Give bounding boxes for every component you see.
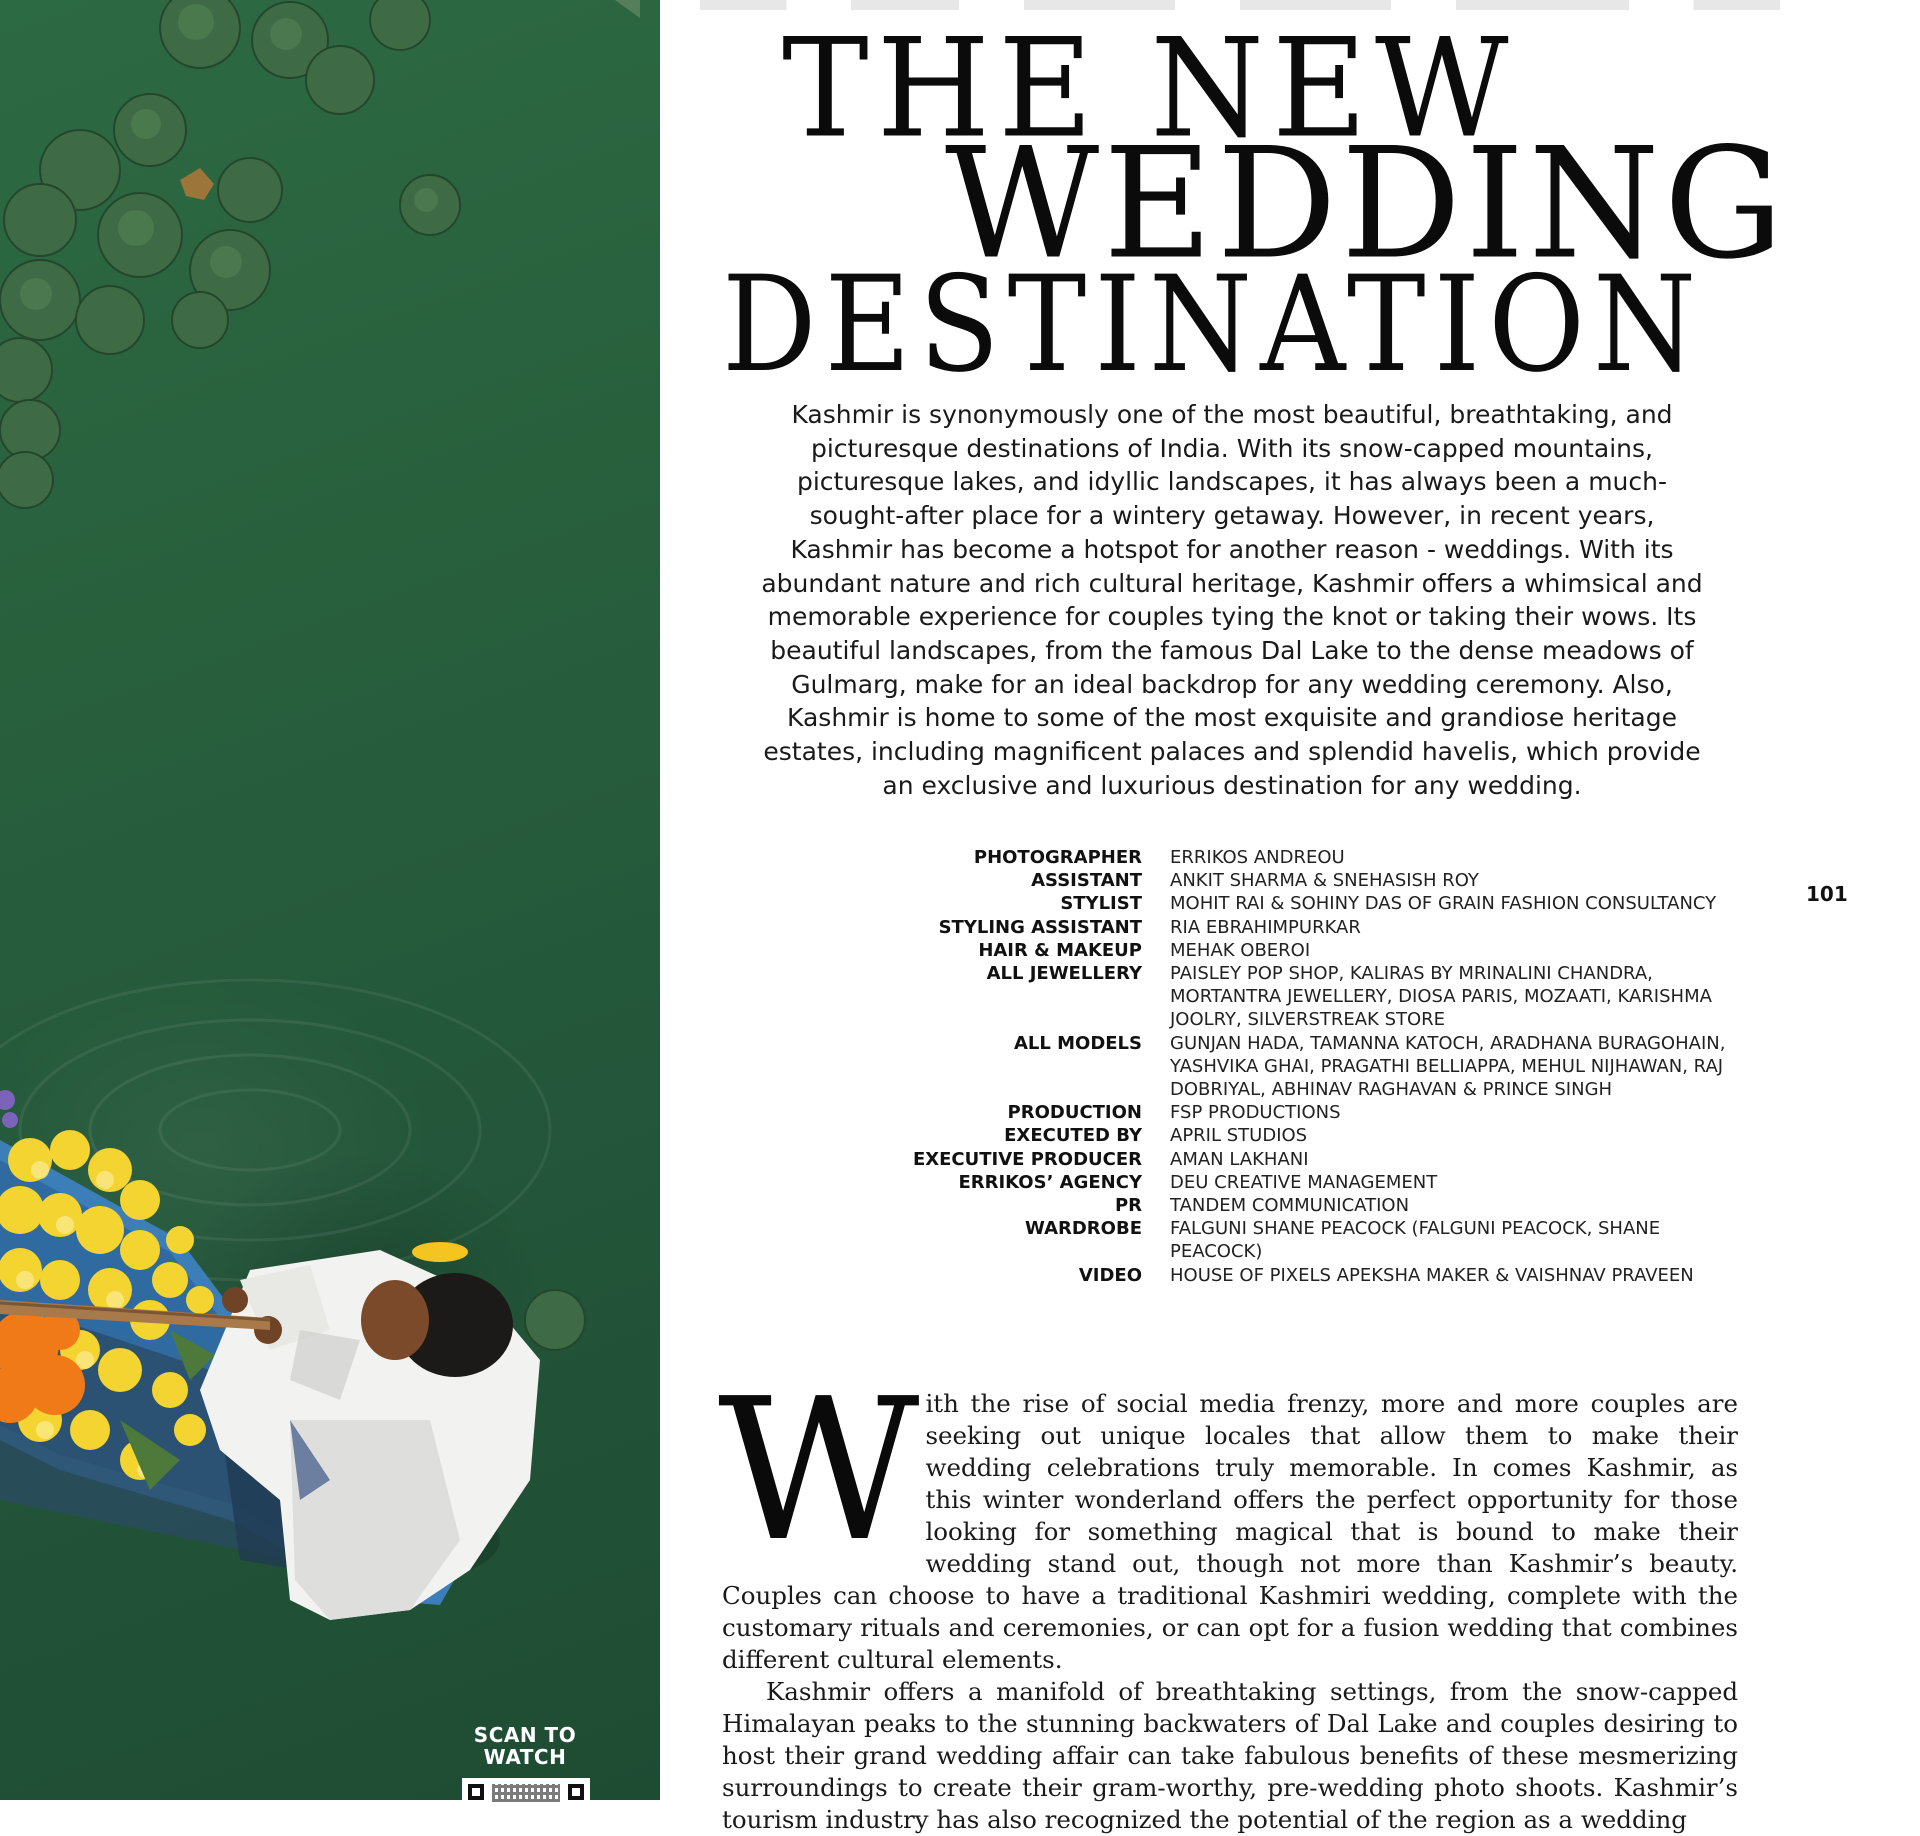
cover-photo bbox=[0, 0, 660, 1800]
credit-row bbox=[900, 962, 1760, 1032]
credit-row bbox=[900, 1171, 1760, 1194]
credit-row bbox=[900, 892, 1760, 915]
credit-role: VIDEO bbox=[1078, 1264, 1142, 1286]
standfirst: Kashmir is synonymously one of the most beautiful, breathtaking, and picturesque destinations of India. With its snow-capped mountains, picturesque lakes, and idyllic landscapes, it has always been a much-sought-after place for a wintery getaway. However, in recent years, Kashmir has become a hotspot for another reason - weddings. With its abundant nature and rich cultural heritage, Kashmir offers a whimsical and memorable experience for couples tying the knot or taking their wows. Its beautiful landscapes, from the famous Dal Lake to the dense meadows of Gulmarg, make for an ideal backdrop for any wedding ceremony. Also, Kashmir is home to some of the most exquisite and grandiose heritage estates, including magnificent palaces and splendid havelis, which provide an exclusive and luxurious destination for any wedding. bbox=[761, 400, 1703, 800]
credit-name: TANDEM COMMUNICATION bbox=[1170, 1195, 1410, 1217]
credit-name: RIA EBRAHIMPURKAR bbox=[1170, 916, 1361, 938]
credit-role: PHOTOGRAPHER bbox=[973, 847, 1142, 868]
article-paragraph-1: ith the rise of social media frenzy, more and more couples are seeking out unique locales that allow them to make their wedding celebrations truly memorable. In comes Kashmir, as this winter wonderland offers the perfect opportunity for those looking for something magical that is bound to make their wedding stand out, though not more than Kashmir’s beauty. Couples can choose to have a traditional Kashmiri wedding, complete with the customary rituals and ceremonies, or can opt for a fusion wedding that combines different cultural elements. bbox=[722, 1389, 1738, 1674]
credit-role: PRODUCTION bbox=[1007, 1102, 1142, 1124]
credit-name: FSP PRODUCTIONS bbox=[1170, 1102, 1341, 1124]
credit-name: GUNJAN HADA, TAMANNA KATOCH, ARADHANA BURAGOHAIN, YASHVIKA GHAI, PRAGATHI BELLIAPPA, MEHUL NIJHAWAN, RAJ DOBRIYAL, ABHINAV RAGHAVAN & PRINCE SINGH bbox=[1170, 1032, 1726, 1101]
credit-role: PR bbox=[1114, 1195, 1142, 1217]
qr-code[interactable] bbox=[462, 1778, 590, 1800]
credit-name: AMAN LAKHANI bbox=[1170, 1148, 1309, 1170]
credit-row bbox=[900, 1101, 1760, 1124]
credit-role: HAIR & MAKEUP bbox=[978, 939, 1142, 961]
headline-line-1: THE NEW bbox=[782, 8, 1517, 169]
lake-scene-illustration bbox=[0, 0, 660, 1800]
qr-finder-right bbox=[568, 1784, 584, 1800]
credit-role: ALL JEWELLERY bbox=[986, 963, 1142, 985]
credit-role: EXECUTED BY bbox=[1004, 1125, 1142, 1147]
credit-row bbox=[900, 1264, 1760, 1287]
credit-role: STYLIST bbox=[1060, 893, 1142, 915]
credit-name: APRIL STUDIOS bbox=[1170, 1125, 1308, 1147]
credit-role: ERRIKOS’ AGENCY bbox=[958, 1171, 1142, 1193]
credit-row bbox=[900, 1217, 1760, 1263]
credit-row bbox=[900, 1148, 1760, 1171]
article-body bbox=[718, 1357, 1738, 1836]
credit-row bbox=[900, 1032, 1760, 1102]
credit-row bbox=[900, 1194, 1760, 1217]
credit-name: MOHIT RAI & SOHINY DAS OF GRAIN FASHION CONSULTANCY bbox=[1170, 893, 1717, 915]
credit-row bbox=[900, 846, 1760, 869]
credit-row bbox=[900, 939, 1760, 962]
headline-line-3: DESTINATION bbox=[722, 246, 1705, 402]
credit-name: ANKIT SHARMA & SNEHASISH ROY bbox=[1170, 870, 1479, 892]
credit-role: ASSISTANT bbox=[1031, 870, 1142, 892]
credit-role: ALL MODELS bbox=[1013, 1032, 1142, 1054]
credit-role: WARDROBE bbox=[1025, 1218, 1142, 1240]
credit-row bbox=[900, 1124, 1760, 1147]
credit-name: ERRIKOS ANDREOU bbox=[1170, 847, 1345, 868]
credit-row bbox=[900, 869, 1760, 892]
scan-to-watch-label: SCAN TO WATCH bbox=[473, 1723, 577, 1769]
credit-name: PAISLEY POP SHOP, KALIRAS BY MRINALINI CHANDRA, MORTANTRA JEWELLERY, DIOSA PARIS, MOZAATI, KARISHMA JOOLRY, SILVERSTREAK STORE bbox=[1170, 963, 1712, 1031]
drop-cap: W bbox=[718, 1357, 920, 1585]
qr-finder-left bbox=[468, 1784, 484, 1800]
credit-row bbox=[900, 916, 1760, 939]
credit-name: HOUSE OF PIXELS APEKSHA MAKER & VAISHNAV PRAVEEN bbox=[1170, 1264, 1694, 1286]
qr-modules bbox=[492, 1784, 560, 1802]
page-number: 101 bbox=[1806, 882, 1848, 906]
credit-role: STYLING ASSISTANT bbox=[938, 916, 1142, 938]
article-paragraph-2: Kashmir offers a manifold of breathtaking settings, from the snow-capped Himalayan peaks to the stunning backwaters of Dal Lake and couples desiring to host their grand wedding affair can take fabulous benefits of these mesmerizing surroundings to create their gram-worthy, pre-wedding photo shoots. Kashmir’s tourism industry has also recognized the potential of the region as a wedding bbox=[722, 1677, 1738, 1834]
credit-name: DEU CREATIVE MANAGEMENT bbox=[1170, 1171, 1438, 1193]
credits-block bbox=[900, 846, 1760, 1287]
credit-name: MEHAK OBEROI bbox=[1170, 939, 1311, 961]
credit-role: EXECUTIVE PRODUCER bbox=[912, 1148, 1142, 1170]
headline-line-2: WEDDING bbox=[945, 115, 1788, 294]
credit-name: FALGUNI SHANE PEACOCK (FALGUNI PEACOCK, SHANE PEACOCK) bbox=[1170, 1218, 1661, 1263]
